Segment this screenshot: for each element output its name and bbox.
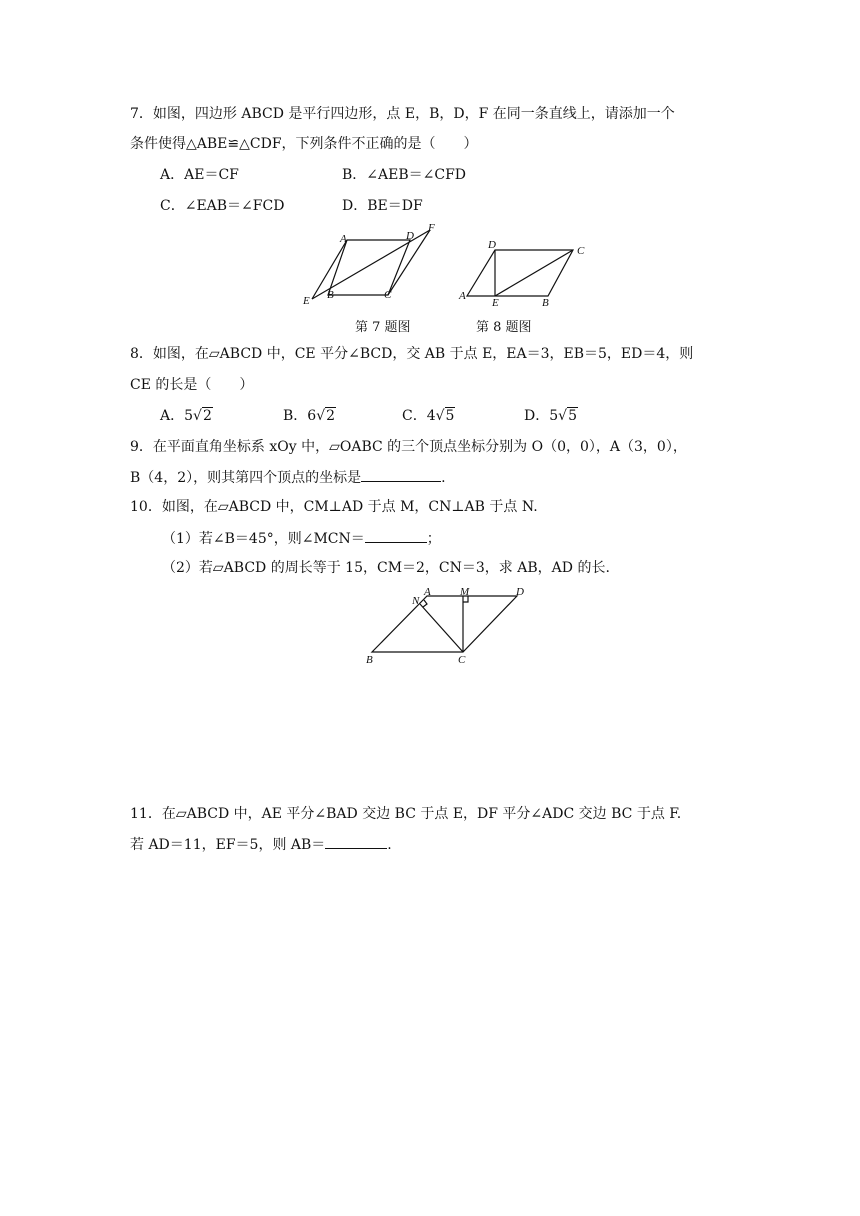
- q9-stem-line2: [130, 467, 446, 488]
- q7-label-f: F: [428, 222, 435, 234]
- q10-part1-end: ；: [426, 531, 441, 547]
- q7-stem-line1: 7．如图，四边形 ABCD 是平行四边形，点 E，B，D，F 在同一条直线上，请添加一个: [130, 106, 675, 122]
- q8-option-d-coef: D．5: [524, 408, 559, 424]
- q7-label-c: C: [384, 289, 392, 301]
- q8-caption: 第 8 题图: [476, 320, 532, 335]
- q8-label-a: A: [459, 290, 466, 302]
- q10-part1-text: （1）若∠B＝45°，则∠MCN＝: [162, 531, 365, 547]
- q7-caption: 第 7 题图: [355, 320, 411, 335]
- q9-answer-blank[interactable]: [361, 467, 441, 482]
- q10-stem: 10．如图，在▱ABCD 中，CM⊥AD 于点 M，CN⊥AB 于点 N.: [130, 499, 538, 515]
- q11-answer-blank[interactable]: [325, 834, 387, 849]
- q7-option-d: D．BE＝DF: [342, 198, 423, 214]
- q8-label-c: C: [577, 245, 585, 257]
- q11-stem-end: .: [387, 837, 392, 853]
- q11-stem-line1: 11．在▱ABCD 中，AE 平分∠BAD 交边 BC 于点 E，DF 平分∠ADC 交边 BC 于点 F.: [130, 806, 682, 822]
- q7-option-b: B．∠AEB＝∠CFD: [342, 167, 467, 183]
- q8-option-b-radicand: 2: [326, 408, 336, 424]
- q8-option-d-radicand: 5: [568, 408, 577, 424]
- q8-option-a: [160, 406, 213, 426]
- sqrt-symbol: √2: [193, 408, 212, 424]
- q11-stem-text: 若 AD＝11，EF＝5，则 AB＝: [130, 837, 326, 853]
- q8-label-e: E: [492, 297, 499, 309]
- q7-label-a: A: [340, 233, 347, 245]
- q10-label-a: A: [424, 586, 431, 598]
- q7-option-a: A．AE＝CF: [160, 167, 239, 183]
- q8-stem-line1: 8．如图，在▱ABCD 中，CE 平分∠BCD，交 AB 于点 E，EA＝3，EB＝5，ED＝4，则: [130, 346, 694, 362]
- q8-option-d: [524, 406, 578, 426]
- sqrt-symbol: √2: [316, 408, 336, 424]
- q7-option-c: C．∠EAB＝∠FCD: [160, 198, 285, 214]
- q10-label-b: B: [366, 654, 373, 666]
- q10-part1: [162, 528, 441, 549]
- q9-stem-line1: 9．在平面直角坐标系 xOy 中，▱OABC 的三个顶点坐标分别为 O（0，0），A（3，0），: [130, 439, 687, 455]
- q7-label-d: D: [406, 230, 414, 242]
- sqrt-symbol: √5: [435, 408, 455, 424]
- q8-stem-line2: CE 的长是（ ）: [130, 377, 254, 393]
- q8-option-c: [402, 406, 455, 426]
- sqrt-symbol: √5: [558, 408, 577, 424]
- q10-figure: [360, 583, 540, 668]
- q8-option-a-radicand: 2: [202, 408, 212, 424]
- q8-option-c-radicand: 5: [445, 408, 455, 424]
- q9-stem-text: B（4，2），则其第四个顶点的坐标是: [130, 470, 362, 486]
- q10-part2: （2）若▱ABCD 的周长等于 15，CM＝2，CN＝3，求 AB，AD 的长.: [162, 560, 610, 576]
- q8-option-a-coef: A．5: [160, 408, 194, 424]
- q11-stem-line2: [130, 834, 392, 855]
- q8-option-b: [283, 406, 336, 426]
- q10-label-m: M: [460, 586, 470, 598]
- q10-label-n: N: [412, 595, 420, 607]
- q7-figure: [290, 220, 450, 315]
- q10-answer-blank[interactable]: [365, 528, 427, 543]
- q8-label-d: D: [488, 239, 496, 251]
- q8-option-c-coef: C．4: [402, 408, 436, 424]
- q8-figure: [455, 235, 595, 315]
- q9-stem-end: .: [441, 470, 446, 486]
- q10-label-c: C: [458, 654, 466, 666]
- q7-label-e: E: [303, 295, 310, 307]
- q10-label-d: D: [516, 586, 524, 598]
- q8-option-b-coef: B．6: [283, 408, 317, 424]
- q7-label-b: B: [327, 289, 334, 301]
- q7-stem-line2: 条件使得△ABE≌△CDF，下列条件不正确的是（ ）: [130, 136, 478, 152]
- q8-label-b: B: [542, 297, 549, 309]
